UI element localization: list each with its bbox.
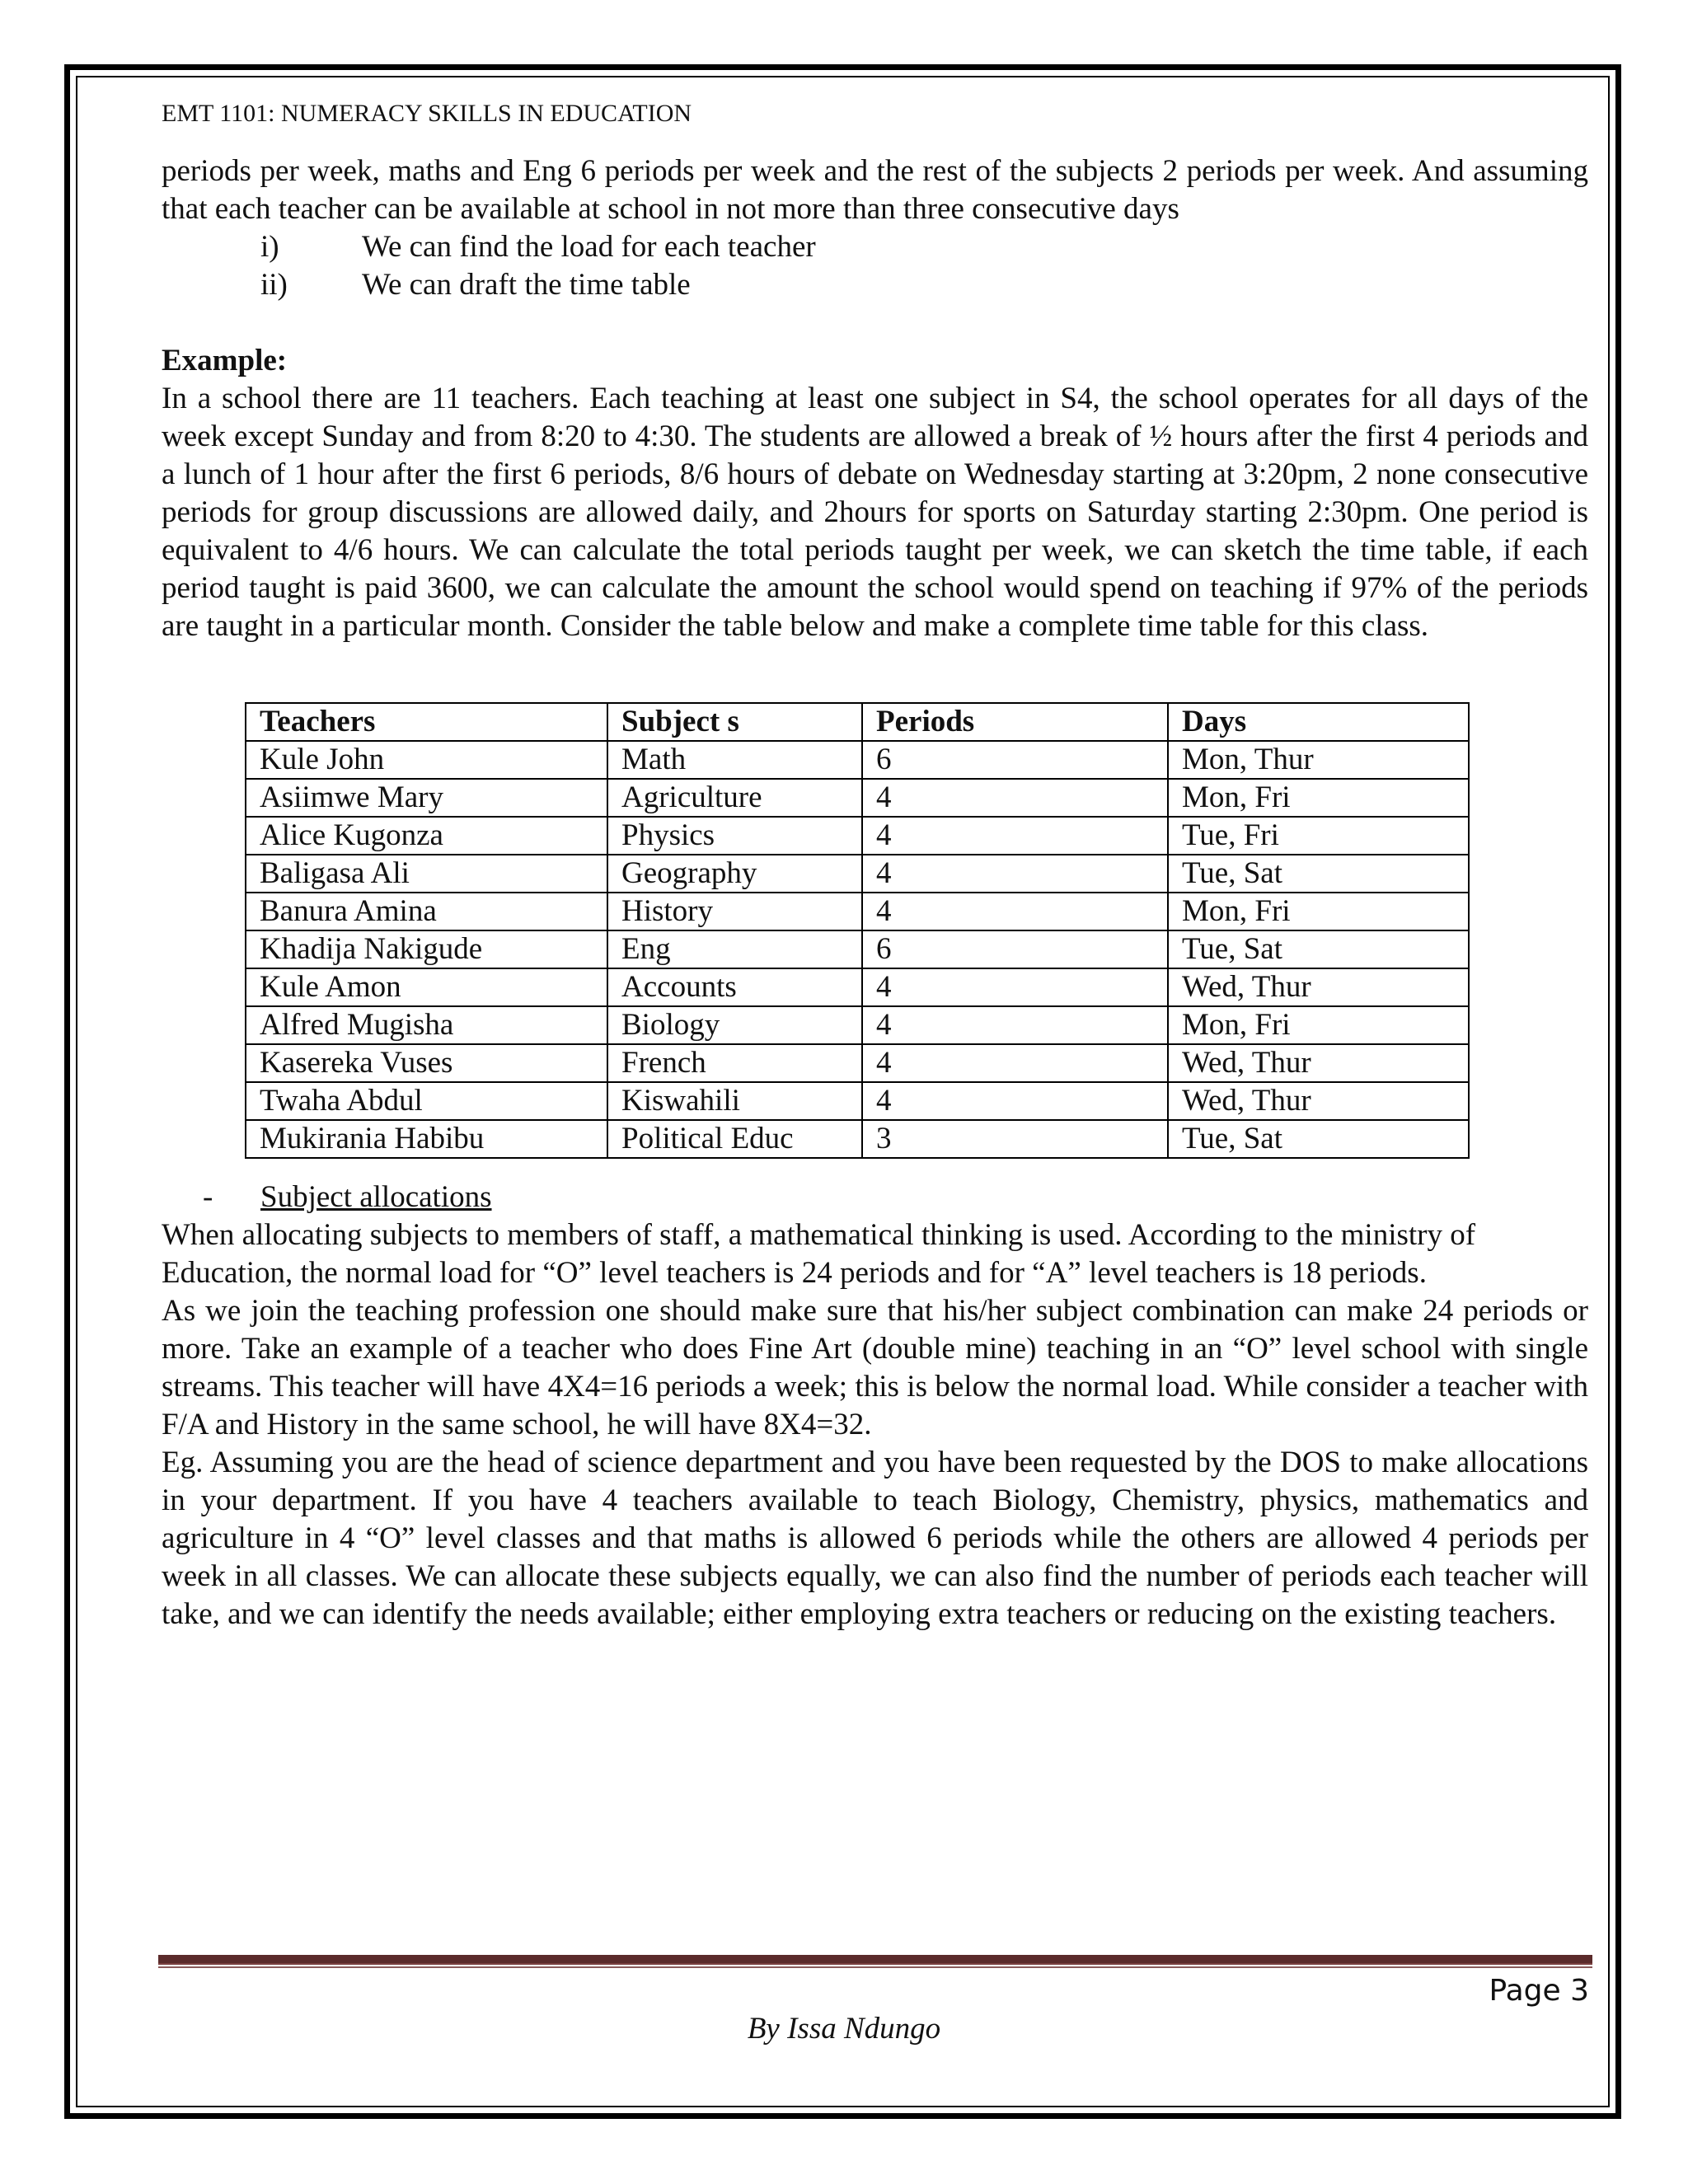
example-heading: Example: bbox=[162, 344, 288, 377]
cell-periods: 4 bbox=[862, 1044, 1168, 1082]
cell-teacher: Kasereka Vuses bbox=[246, 1044, 607, 1082]
cell-days: Tue, Sat bbox=[1168, 855, 1469, 893]
cell-subject: Eng bbox=[607, 930, 862, 968]
teachers-table bbox=[245, 702, 1470, 1159]
cell-subject: Political Educ bbox=[607, 1120, 862, 1158]
cell-days: Mon, Fri bbox=[1168, 1006, 1469, 1044]
column-header-teachers: Teachers bbox=[246, 703, 607, 741]
cell-days: Wed, Thur bbox=[1168, 1082, 1469, 1120]
cell-teacher: Kule John bbox=[246, 741, 607, 779]
table-header-row bbox=[246, 703, 1469, 741]
cell-subject: Agriculture bbox=[607, 779, 862, 817]
table-row bbox=[246, 855, 1469, 893]
cell-subject: Accounts bbox=[607, 968, 862, 1006]
table-row bbox=[246, 1082, 1469, 1120]
page-header: EMT 1101: NUMERACY SKILLS IN EDUCATION bbox=[162, 100, 692, 127]
cell-days: Tue, Sat bbox=[1168, 1120, 1469, 1158]
cell-periods: 4 bbox=[862, 817, 1168, 855]
table-row bbox=[246, 893, 1469, 930]
table-row bbox=[246, 779, 1469, 817]
allocations-heading-line bbox=[162, 1179, 1588, 1216]
list-item bbox=[162, 228, 1588, 266]
cell-teacher: Khadija Nakigude bbox=[246, 930, 607, 968]
cell-subject: Biology bbox=[607, 1006, 862, 1044]
intro-list bbox=[162, 228, 1588, 304]
cell-subject: Math bbox=[607, 741, 862, 779]
cell-days: Mon, Thur bbox=[1168, 741, 1469, 779]
table-row bbox=[246, 930, 1469, 968]
table-row bbox=[246, 1120, 1469, 1158]
cell-subject: Physics bbox=[607, 817, 862, 855]
cell-subject: Geography bbox=[607, 855, 862, 893]
example-paragraph: In a school there are 11 teachers. Each teaching at least one subject in S4, the school operates for all days of the week except Sunday and from 8:20 to 4:30. The students are allowed a break of ½ hours after the first 4 periods and a lunch of 1 hour after the first 6 periods, 8/6 hours of debate on Wednesday starting at 3:20pm, 2 none consecutive periods for group discussions are allowed daily, and 2hours for sports on Saturday starting 2:30pm. One period is equivalent to 4/6 hours. We can calculate the total periods taught per week, we can sketch the time table, if each period taught is paid 3600, we can calculate the amount the school would spend on teaching if 97% of the periods are taught in a particular month. Consider the table below and make a complete time table for this class. bbox=[162, 382, 1588, 643]
table-row bbox=[246, 817, 1469, 855]
cell-days: Wed, Thur bbox=[1168, 1044, 1469, 1082]
bullet-dash: - bbox=[203, 1180, 213, 1214]
intro-paragraph: periods per week, maths and Eng 6 periods per week and the rest of the subjects 2 periods per week. And assuming that each teacher can be available at school in not more than three consecutive days bbox=[162, 154, 1588, 226]
allocations-paragraph-1a: When allocating subjects to members of staff, a mathematical thinking is used. According to the ministry of Education, the normal load for “O” level teachers is 24 periods and for “A” level teachers is 18 periods. bbox=[162, 1218, 1476, 1290]
cell-teacher: Alfred Mugisha bbox=[246, 1006, 607, 1044]
cell-periods: 6 bbox=[862, 930, 1168, 968]
allocations-section bbox=[162, 1179, 1588, 1633]
cell-days: Mon, Fri bbox=[1168, 893, 1469, 930]
list-item-number: ii) bbox=[260, 268, 288, 302]
cell-days: Wed, Thur bbox=[1168, 968, 1469, 1006]
cell-days: Mon, Fri bbox=[1168, 779, 1469, 817]
table-row bbox=[246, 1044, 1469, 1082]
footer-author: By Issa Ndungo bbox=[747, 2012, 941, 2046]
allocations-paragraph-1b: As we join the teaching profession one should make sure that his/her subject combination can make 24 periods or more. Take an example of a teacher who does Fine Art (double mine) teaching in an “O” level school with single streams. This teacher will have 4X4=16 periods a week; this is below the normal load. While consider a teacher with F/A and History in the same school, he will have 8X4=32. bbox=[162, 1294, 1588, 1441]
page-number: Page 3 bbox=[1489, 1974, 1589, 2008]
cell-periods: 4 bbox=[862, 1082, 1168, 1120]
column-header-days: Days bbox=[1168, 703, 1469, 741]
cell-teacher: Asiimwe Mary bbox=[246, 779, 607, 817]
column-header-periods: Periods bbox=[862, 703, 1168, 741]
cell-subject: French bbox=[607, 1044, 862, 1082]
allocations-heading: Subject allocations bbox=[260, 1180, 492, 1214]
cell-days: Tue, Sat bbox=[1168, 930, 1469, 968]
footer-rule bbox=[158, 1955, 1592, 1965]
cell-days: Tue, Fri bbox=[1168, 817, 1469, 855]
cell-periods: 4 bbox=[862, 968, 1168, 1006]
allocations-paragraph-2: Eg. Assuming you are the head of science department and you have been requested by the DOS to make allocations in your department. If you have 4 teachers available to teach Biology, Chemistry, physics, mathematics and agriculture in 4 “O” level classes and that maths is allowed 6 periods while the others are allowed 4 periods per week in all classes. We can allocate these subjects equally, we can also find the number of periods each teacher will take, and we can identify the needs available; either employing extra teachers or reducing on the existing teachers. bbox=[162, 1446, 1588, 1631]
cell-teacher: Kule Amon bbox=[246, 968, 607, 1006]
cell-teacher: Baligasa Ali bbox=[246, 855, 607, 893]
list-item bbox=[162, 266, 1588, 304]
list-item-number: i) bbox=[260, 230, 279, 264]
cell-teacher: Banura Amina bbox=[246, 893, 607, 930]
cell-subject: History bbox=[607, 893, 862, 930]
table-row bbox=[246, 741, 1469, 779]
list-item-text: We can find the load for each teacher bbox=[362, 230, 816, 264]
column-header-subjects: Subject s bbox=[607, 703, 862, 741]
cell-periods: 6 bbox=[862, 741, 1168, 779]
cell-periods: 4 bbox=[862, 893, 1168, 930]
cell-periods: 4 bbox=[862, 1006, 1168, 1044]
cell-subject: Kiswahili bbox=[607, 1082, 862, 1120]
table-row bbox=[246, 968, 1469, 1006]
cell-teacher: Mukirania Habibu bbox=[246, 1120, 607, 1158]
page-content bbox=[162, 96, 1588, 645]
cell-periods: 4 bbox=[862, 779, 1168, 817]
cell-teacher: Twaha Abdul bbox=[246, 1082, 607, 1120]
table-row bbox=[246, 1006, 1469, 1044]
footer-rule-thin bbox=[158, 1966, 1592, 1968]
list-item-text: We can draft the time table bbox=[362, 268, 691, 302]
cell-teacher: Alice Kugonza bbox=[246, 817, 607, 855]
cell-periods: 3 bbox=[862, 1120, 1168, 1158]
cell-periods: 4 bbox=[862, 855, 1168, 893]
